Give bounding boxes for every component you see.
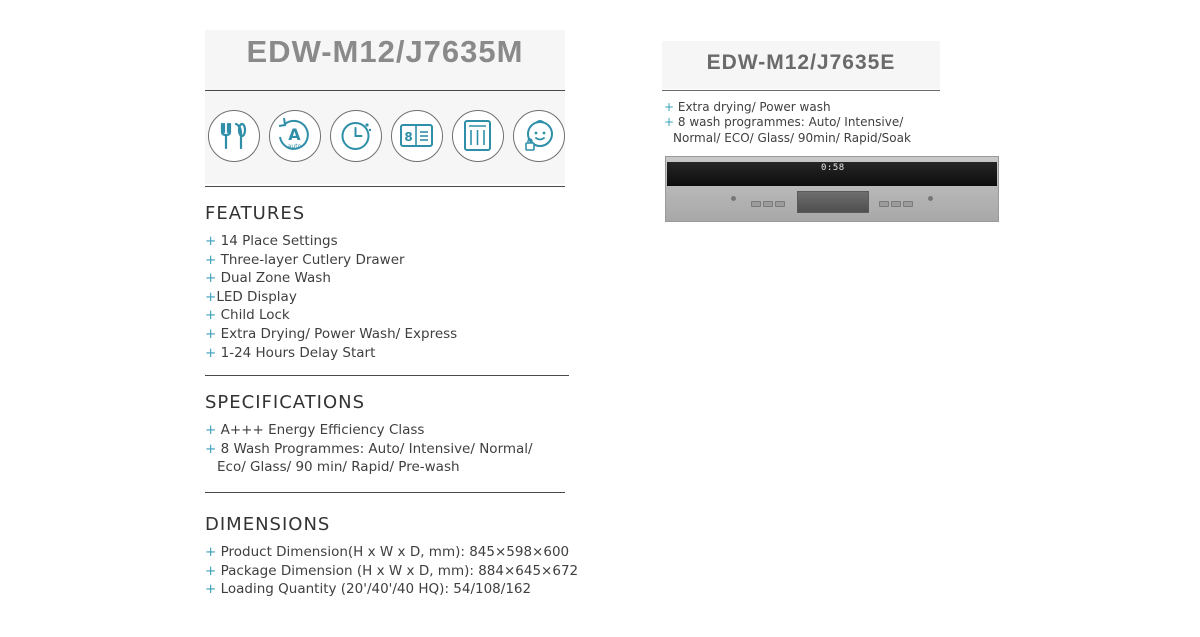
list-item: + Product Dimension(H x W x D, mm): 845×598×600 xyxy=(205,544,570,560)
icons-divider xyxy=(205,186,565,187)
led-display-icon xyxy=(391,110,443,162)
delay-clock-icon xyxy=(330,110,382,162)
auto-program-icon xyxy=(269,110,321,162)
auto-letter: A xyxy=(288,125,301,144)
feature-icon-strip xyxy=(205,92,565,184)
panel-display-readout: 0:58 xyxy=(821,163,845,173)
auto-sub-label: auto xyxy=(287,143,302,150)
list-item: +LED Display xyxy=(205,288,297,305)
dimensions-list xyxy=(205,543,578,599)
list-item: + Extra Drying/ Power Wash/ Express xyxy=(205,325,458,342)
list-item: + 14 Place Settings xyxy=(205,233,338,249)
cutlery-icon xyxy=(208,110,260,162)
features-list xyxy=(205,232,457,362)
panel-button xyxy=(903,201,913,207)
list-item: + Three-layer Cutlery Drawer xyxy=(205,251,405,268)
child-lock-icon xyxy=(513,110,565,162)
list-item: + Child Lock xyxy=(205,307,290,324)
list-item: + 8 Wash Programmes: Auto/ Intensive/ Normal/ xyxy=(205,440,533,457)
start-button xyxy=(928,196,933,201)
panel-button xyxy=(891,201,901,207)
list-item: Eco/ Glass/ 90 min/ Rapid/ Pre-wash xyxy=(217,459,460,476)
right-title-divider xyxy=(662,90,940,91)
list-item: + 1-24 Hours Delay Start xyxy=(205,344,376,361)
display-digit: 8 xyxy=(404,130,413,144)
power-button xyxy=(731,196,736,201)
title-divider xyxy=(205,90,565,91)
right-features-list xyxy=(664,100,911,146)
dimensions-heading: DIMENSIONS xyxy=(205,514,331,535)
specifications-divider xyxy=(205,492,565,493)
panel-button xyxy=(879,201,889,207)
cutlery-drawer-icon xyxy=(452,110,504,162)
specifications-list xyxy=(205,421,533,477)
right-model-title: EDW-M12/J7635E xyxy=(662,41,940,89)
list-item: + Loading Quantity (20'/40'/40 HQ): 54/108/162 xyxy=(205,581,532,598)
list-item: + 8 wash programmes: Auto/ Intensive/ xyxy=(664,115,904,130)
left-model-title: EDW-M12/J7635M xyxy=(205,30,565,92)
list-item: Normal/ ECO/ Glass/ 90min/ Rapid/Soak xyxy=(673,130,911,145)
dishwasher-control-panel-image xyxy=(665,156,999,222)
list-item: + Package Dimension (H x W x D, mm): 884×645×672 xyxy=(205,562,579,579)
panel-screen xyxy=(797,191,869,213)
features-divider xyxy=(205,375,569,376)
panel-button xyxy=(763,201,773,207)
panel-button xyxy=(751,201,761,207)
specifications-heading: SPECIFICATIONS xyxy=(205,392,366,413)
panel-button xyxy=(775,201,785,207)
features-heading: FEATURES xyxy=(205,203,306,224)
list-item: + A+++ Energy Efficiency Class xyxy=(205,422,425,438)
list-item: + Dual Zone Wash xyxy=(205,270,331,287)
list-item: + Extra drying/ Power wash xyxy=(664,100,831,114)
